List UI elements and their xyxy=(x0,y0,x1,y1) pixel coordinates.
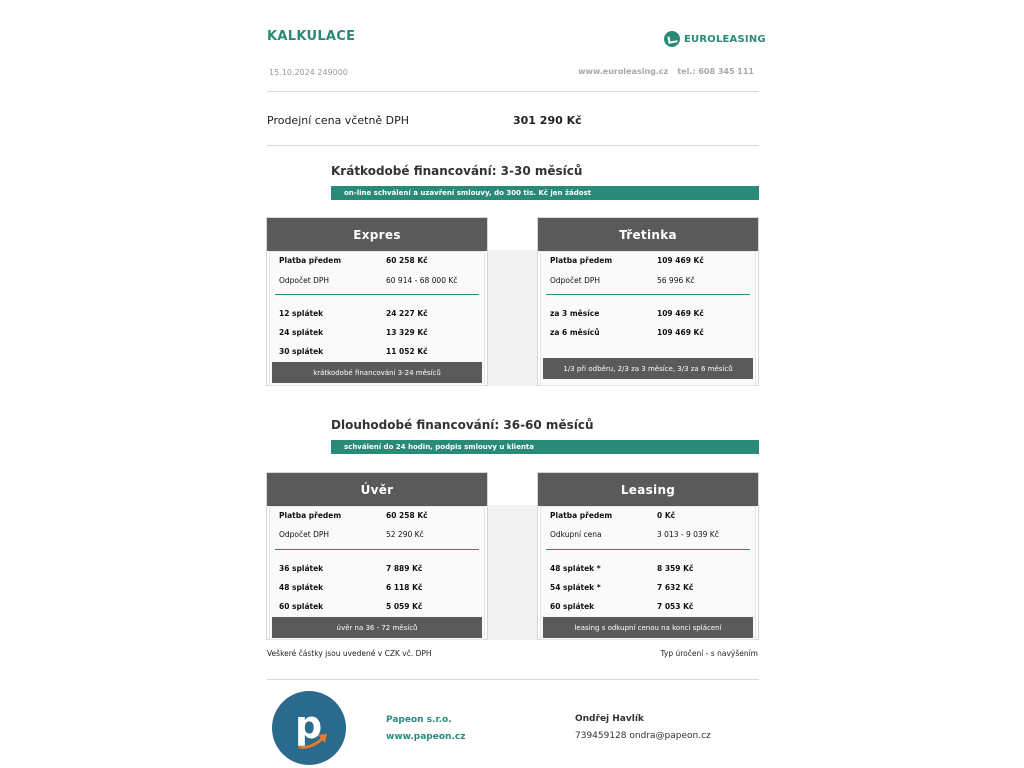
card-footer: 1/3 při odběru, 2/3 za 3 měsíce, 3/3 za 6 měsíců xyxy=(543,358,753,379)
interest-type-note: Typ úročení - s navýšením xyxy=(660,649,758,658)
euroleasing-logo-text: EUROLEASING xyxy=(684,33,766,45)
person-contact: 739459128 ondra@papeon.cz xyxy=(575,731,711,741)
phone-number: tel.: 608 345 111 xyxy=(677,67,754,76)
card-tretinka xyxy=(537,217,759,386)
company-name: Papeon s.r.o. xyxy=(386,715,452,725)
date-reference: 15.10.2024 249000 xyxy=(269,68,348,77)
contact-person xyxy=(575,711,711,745)
card-title: Expres xyxy=(267,218,487,251)
person-name: Ondřej Havlík xyxy=(575,714,644,724)
company-website[interactable]: www.papeon.cz xyxy=(386,732,466,742)
price-label: Prodejní cena včetně DPH xyxy=(267,114,410,127)
long-term-title: Dlouhodobé financování: 36-60 měsíců xyxy=(331,418,594,432)
card-body: Platba předem 60 258 Kč Odpočet DPH 52 290 Kč 36 splátek 7 889 Kč 48 splátek 6 118 Kč 60 splátek 5 059 Kč úvěr na 36 - 72 měsíců xyxy=(269,506,485,640)
card-expres xyxy=(266,217,488,386)
euroleasing-logo-icon xyxy=(664,31,680,47)
short-term-banner: on-line schválení a uzavření smlouvy, do 300 tis. Kč jen žádost xyxy=(331,186,759,200)
card-gap xyxy=(488,250,537,386)
card-footer: úvěr na 36 - 72 měsíců xyxy=(272,617,482,638)
card-body: Platba předem 109 469 Kč Odpočet DPH 56 996 Kč za 3 měsíce 109 469 Kč za 6 měsíců 109 469 Kč 1/3 při odběru, 2/3 za 3 měsíce, 3/3 za 6 měsíců xyxy=(540,251,756,386)
card-body: Platba předem 60 258 Kč Odpočet DPH 60 914 - 68 000 Kč 12 splátek 24 227 Kč 24 splátek 13 329 Kč 30 splátek 11 052 Kč krátkodobé financování 3-24 měsíců xyxy=(269,251,485,386)
card-title: Leasing xyxy=(538,473,758,506)
papeon-logo-letter: p xyxy=(295,703,323,747)
arrow-up-right-icon xyxy=(298,729,332,751)
company-info xyxy=(386,712,465,746)
website-link[interactable]: www.euroleasing.cz xyxy=(578,67,669,76)
euroleasing-logo xyxy=(664,30,766,48)
card-gap xyxy=(488,505,537,640)
divider xyxy=(267,679,759,680)
short-term-title: Krátkodobé financování: 3-30 měsíců xyxy=(331,164,583,178)
card-separator xyxy=(546,294,750,295)
card-title: Úvěr xyxy=(267,473,487,506)
card-separator xyxy=(275,294,479,295)
long-term-banner: schválení do 24 hodin, podpis smlouvy u klienta xyxy=(331,440,759,454)
card-body: Platba předem 0 Kč Odkupní cena 3 013 - 9 039 Kč 48 splátek * 8 359 Kč 54 splátek * 7 632 Kč 60 splátek 7 053 Kč leasing s odkupní cenou na konci splácení xyxy=(540,506,756,640)
card-footer: leasing s odkupní cenou na konci splácení xyxy=(543,617,753,638)
card-separator xyxy=(275,549,479,550)
papeon-logo xyxy=(274,693,344,763)
divider xyxy=(267,91,759,92)
page-title: KALKULACE xyxy=(267,29,356,44)
price-value: 301 290 Kč xyxy=(513,114,582,127)
card-uver xyxy=(266,472,488,640)
card-title: Třetinka xyxy=(538,218,758,251)
card-footer: krátkodobé financování 3-24 měsíců xyxy=(272,362,482,383)
divider xyxy=(267,145,759,146)
card-leasing xyxy=(537,472,759,640)
card-separator xyxy=(546,549,750,550)
currency-note: Veškeré částky jsou uvedené v CZK vč. DPH xyxy=(267,649,432,658)
header-contact xyxy=(578,67,754,76)
